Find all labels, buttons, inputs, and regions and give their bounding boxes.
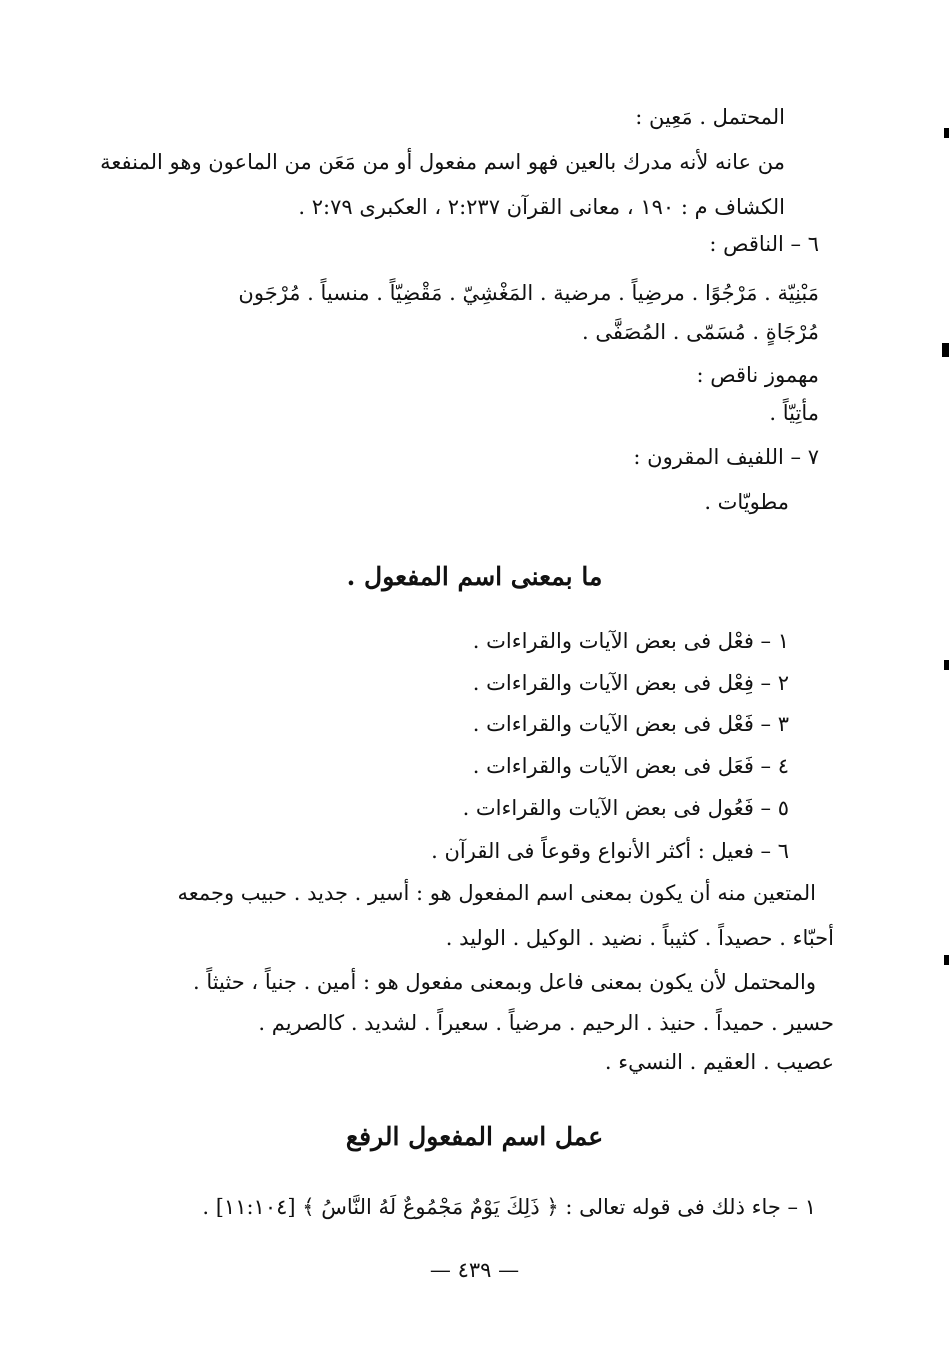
section-heading-7: ٧ – اللفيف المقرون :	[633, 445, 819, 469]
text-line: مطويّات .	[704, 490, 789, 514]
section-heading-6: ٦ – الناقص :	[709, 232, 819, 256]
text-line: من عانه لأنه مدرك بالعين فهو اسم مفعول أو من مَعَن من الماعون وهو المنفعة	[100, 150, 785, 174]
section-title: ما بمعنى اسم المفعول .	[346, 562, 603, 591]
list-item: ٥ – فَعُول فى بعض الآيات والقراءات .	[462, 796, 789, 820]
list-item: ٦ – فعيل : أكثر الأنواع وقوعاً فى القرآن .	[431, 839, 789, 863]
scan-edge-mark	[944, 660, 949, 670]
list-item: ٢ – فِعْل فى بعض الآيات والقراءات .	[472, 671, 789, 695]
text-line: والمحتمل لأن يكون بمعنى فاعل وبمعنى مفعول هو : أمين . جنياً ، حثيثاً .	[192, 970, 816, 994]
section-title: عمل اسم المفعول الرفع	[345, 1122, 604, 1151]
list-item: ١ – فعْل فى بعض الآيات والقراءات .	[472, 629, 789, 653]
scan-edge-mark	[944, 128, 949, 138]
text-line: المتعين منه أن يكون بمعنى اسم المفعول هو : أسير . جديد . حبيب وجمعه	[177, 881, 816, 905]
text-line: مُرْجَاةٍ . مُسَمّى . المُصَفَّى .	[582, 320, 819, 344]
text-line: الكشاف م : ١٩٠ ، معانى القرآن ٢:٢٣٧ ، العكبرى ٢:٧٩ .	[298, 195, 785, 219]
subsection-label: مهموز ناقص :	[696, 363, 819, 387]
text-line: حسير . حميداً . حنيذ . الرحيم . مرضياً . سعيراً . لشديد . كالصريم .	[258, 1011, 834, 1035]
text-line: مَبْنِيّة . مَرْجُوًا . مرضِياً . مرضية . المَغْشِيّ . مَقْضِيّاً . منسياً . مُرْجَون	[238, 281, 819, 305]
text-line: عصيب . العقيم . النسيء .	[604, 1050, 834, 1074]
text-line: المحتمل . مَعِين :	[635, 105, 785, 129]
list-item: ٤ – فَعَل فى بعض الآيات والقراءات .	[472, 754, 789, 778]
text-line: مأتِيّاً .	[769, 401, 819, 425]
quran-citation-line: ١ – جاء ذلك فى قوله تعالى : ﴿ ذَلِكَ يَوْمٌ مَجْمُوعٌ لَهُ النَّاسُ ﴾ [١١:١٠٤] .	[202, 1195, 816, 1219]
text-line: أحبّاء . حصيداً . كثيباً . نضيد . الوكيل . الوليد .	[445, 926, 834, 950]
scan-edge-mark	[944, 955, 949, 965]
page-number: — ٤٣٩ —	[429, 1258, 520, 1282]
list-item: ٣ – فَعْل فى بعض الآيات والقراءات .	[472, 712, 789, 736]
scan-edge-mark	[942, 343, 949, 357]
